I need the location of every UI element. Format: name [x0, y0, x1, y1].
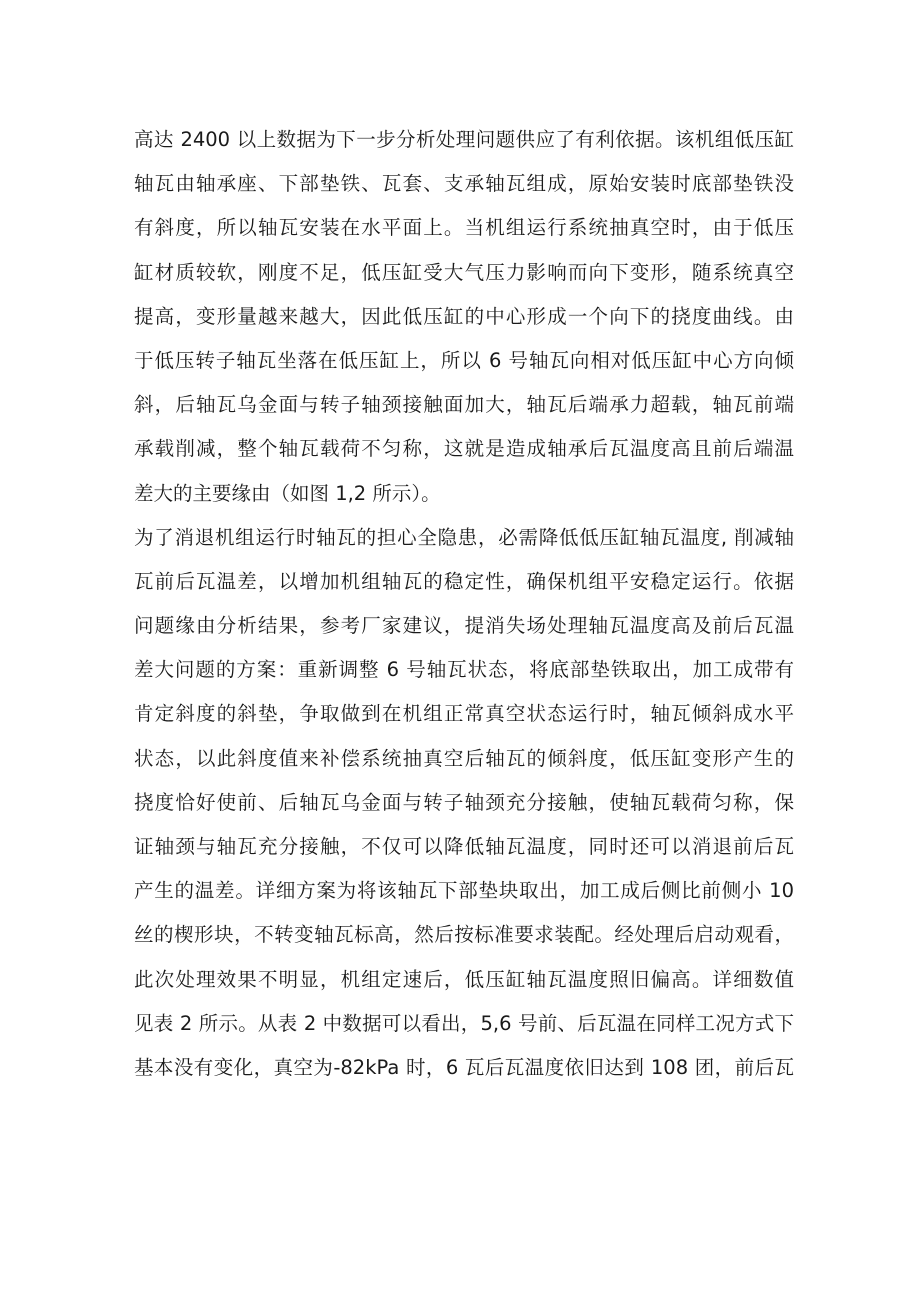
paragraph-1-line-7: 斜，后轴瓦乌金面与转子轴颈接触面加大，轴瓦后端承力超载，轴瓦前端 [134, 393, 794, 417]
paragraph-2-line-13: 基本没有变化，真空为-82kPa 时，6 瓦后瓦温度依旧达到 108 团，前后瓦 [134, 1055, 794, 1079]
paragraph-1-line-5: 提高，变形量越来越大，因此低压缸的中心形成一个向下的挠度曲线。由 [134, 304, 794, 328]
body-text [134, 118, 794, 1090]
paragraph-1-line-3: 有斜度，所以轴瓦安装在水平面上。当机组运行系统抽真空时，由于低压 [134, 216, 794, 240]
paragraph-2-line-6: 状态，以此斜度值来补偿系统抽真空后轴瓦的倾斜度，低压缸变形产生的 [134, 746, 794, 770]
paragraph-2-line-10: 丝的楔形块，不转变轴瓦标高，然后按标准要求装配。经处理后启动观看， [134, 923, 794, 947]
paragraph-1-line-1: 高达 2400 以上数据为下一步分析处理问题供应了有利依据。该机组低压缸 [134, 128, 794, 151]
paragraph-2-line-7: 挠度恰好使前、后轴瓦乌金面与转子轴颈充分接触，使轴瓦载荷匀称，保 [134, 790, 794, 814]
paragraph-2-line-3: 问题缘由分析结果，参考厂家建议，提消失场处理轴瓦温度高及前后瓦温 [134, 614, 794, 638]
paragraph-2-line-2: 瓦前后瓦温差，以增加机组轴瓦的稳定性，确保机组平安稳定运行。依据 [134, 569, 794, 593]
paragraph-1-line-8: 承载削减，整个轴瓦载荷不匀称，这就是造成轴承后瓦温度高且前后端温 [134, 437, 794, 461]
paragraph-2-line-1: 为了消退机组运行时轴瓦的担心全隐患，必需降低低压缸轴瓦温度, 削减轴 [134, 525, 794, 549]
paragraph-1-line-4: 缸材质较软，刚度不足，低压缸受大气压力影响而向下变形，随系统真空 [134, 260, 794, 284]
paragraph-2-line-12: 见表 2 所示。从表 2 中数据可以看出，5,6 号前、后瓦温在同样工况方式下 [134, 1011, 794, 1035]
paragraph-2-line-5: 肯定斜度的斜垫，争取做到在机组正常真空状态运行时，轴瓦倾斜成水平 [134, 702, 794, 726]
paragraph-2-line-8: 证轴颈与轴瓦充分接触，不仅可以降低轴瓦温度，同时还可以消退前后瓦 [134, 835, 794, 858]
paragraph-1-line-6: 于低压转子轴瓦坐落在低压缸上，所以 6 号轴瓦向相对低压缸中心方向倾 [134, 348, 794, 372]
paragraph-2-line-11: 此次处理效果不明显，机组定速后，低压缸轴瓦温度照旧偏高。详细数值 [134, 967, 794, 991]
paragraph-1-line-9: 差大的主要缘由（如图 1,2 所示）。 [134, 481, 441, 505]
paragraph-1-line-2: 轴瓦由轴承座、下部垫铁、瓦套、支承轴瓦组成，原始安装时底部垫铁没 [134, 172, 794, 196]
paragraph-2-line-4: 差大问题的方案：重新调整 6 号轴瓦状态，将底部垫铁取出，加工成带有 [134, 658, 794, 682]
paragraph-2-line-9: 产生的温差。详细方案为将该轴瓦下部垫块取出，加工成后侧比前侧小 10 [134, 879, 794, 903]
